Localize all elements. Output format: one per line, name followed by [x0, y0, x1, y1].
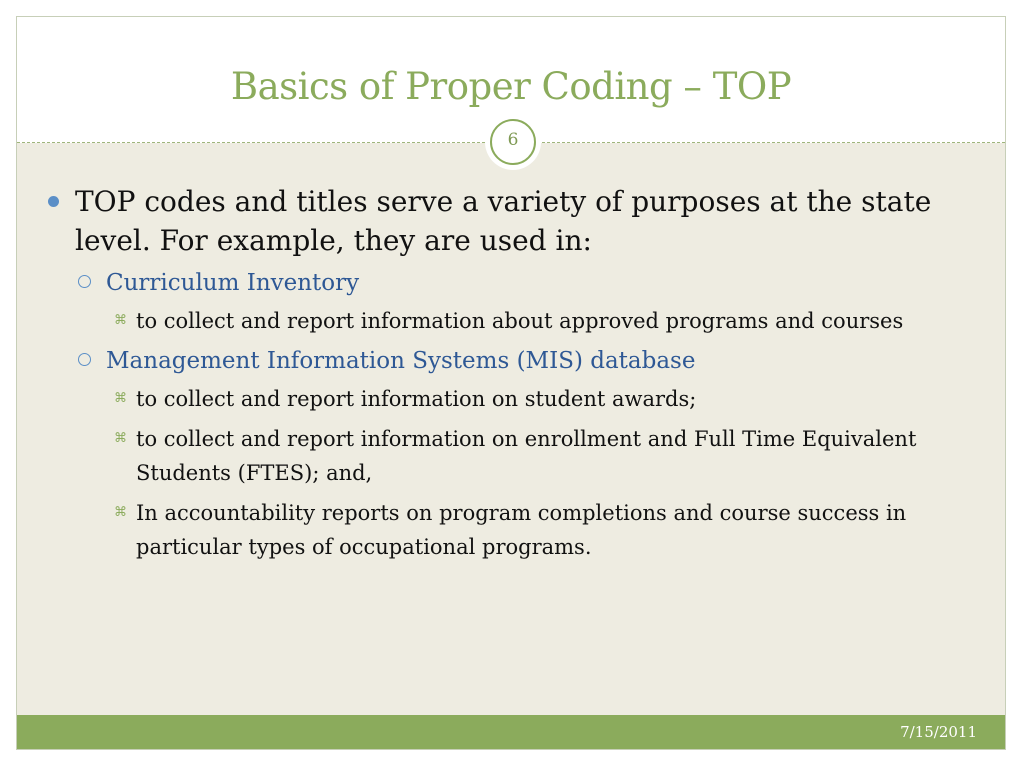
section-heading-text: Curriculum Inventory	[106, 270, 360, 296]
slide-date: 7/15/2011	[900, 723, 977, 741]
hollow-circle-icon	[78, 353, 91, 366]
list-item-text: to collect and report information on student awards;	[136, 387, 697, 411]
slide-content	[44, 182, 944, 564]
slide-title: Basics of Proper Coding – TOP	[230, 65, 792, 108]
x-cross-icon: ⌘	[114, 505, 127, 520]
hollow-circle-icon	[78, 275, 91, 288]
x-cross-icon: ⌘	[114, 391, 127, 406]
section-heading-text: Management Information Systems (MIS) database	[106, 348, 696, 374]
slide-number: 6	[507, 130, 519, 150]
list-item-text: to collect and report information about approved programs and courses	[136, 309, 904, 333]
section-heading-curriculum-inventory	[44, 268, 944, 298]
x-cross-icon: ⌘	[114, 431, 127, 446]
filled-circle-icon	[48, 196, 59, 207]
list-item	[44, 382, 946, 416]
list-item-text: to collect and report information on enrollment and Full Time Equivalent Students (FTES); and,	[136, 427, 917, 485]
bullet-level1-text: TOP codes and titles serve a variety of purposes at the state level. For example, they are used in:	[75, 185, 932, 257]
list-item	[44, 304, 946, 338]
list-item	[44, 422, 946, 490]
bullet-level1	[44, 182, 944, 260]
list-item-text: In accountability reports on program completions and course success in particular types of occupational programs.	[136, 501, 907, 559]
list-item	[44, 496, 946, 564]
slide-number-badge	[485, 114, 541, 170]
section-heading-mis-database	[44, 346, 944, 376]
x-cross-icon: ⌘	[114, 313, 127, 328]
slide-footer	[17, 715, 1005, 749]
